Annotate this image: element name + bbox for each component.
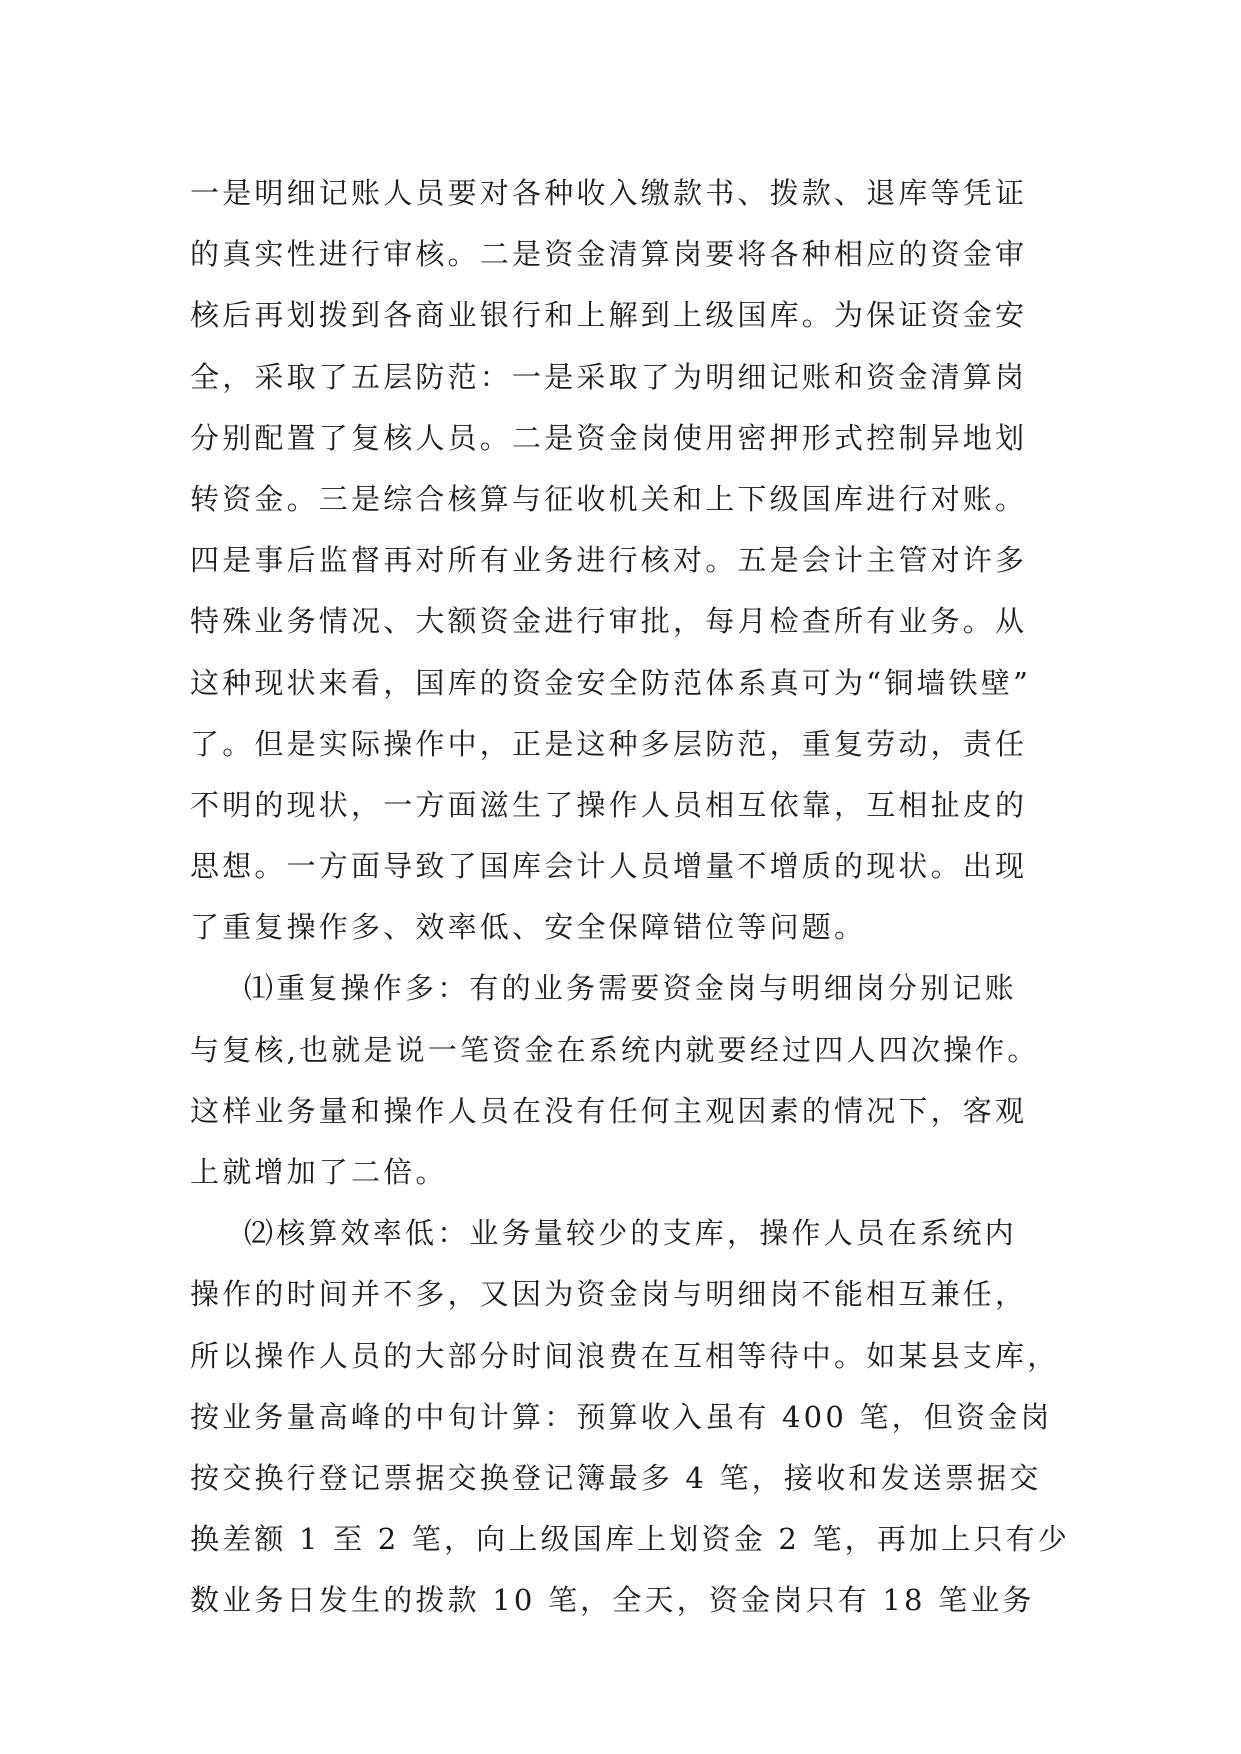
text-line: 操作的时间并不多，又因为资金岗与明细岗不能相互兼任， bbox=[190, 1277, 1028, 1312]
text-line: 与复核,也就是说一笔资金在系统内就要经过四人四次操作。 bbox=[190, 1032, 1040, 1067]
text-line: 上就增加了二倍。 bbox=[190, 1155, 448, 1189]
text-line: 思想。一方面导致了国库会计人员增量不增质的现状。出现 bbox=[190, 849, 1028, 884]
text-line: 按业务量高峰的中旬计算：预算收入虽有 400 笔，但资金岗 bbox=[190, 1399, 1053, 1434]
text-line: 不明的现状，一方面滋生了操作人员相互依靠，互相扯皮的 bbox=[190, 787, 1028, 822]
text-line: 四是事后监督再对所有业务进行核对。五是会计主管对许多 bbox=[190, 543, 1028, 578]
paragraph-first-line: ⑴重复操作多：有的业务需要资金岗与明细岗分别记账 bbox=[244, 971, 1017, 1006]
text-line: 一是明细记账人员要对各种收入缴款书、拨款、退库等凭证 bbox=[190, 176, 1028, 210]
text-line: 核后再划拨到各商业银行和上解到上级国库。为保证资金安 bbox=[190, 298, 1028, 333]
text-line: 的真实性进行审核。二是资金清算岗要将各种相应的资金审 bbox=[190, 237, 1028, 272]
paragraph-first-line: ⑵核算效率低：业务量较少的支库，操作人员在系统内 bbox=[244, 1216, 1017, 1251]
text-line: 所以操作人员的大部分时间浪费在互相等待中。如某县支库， bbox=[190, 1338, 1060, 1373]
text-line: 特殊业务情况、大额资金进行审批，每月检查所有业务。从 bbox=[190, 604, 1028, 639]
text-line: 转资金。三是综合核算与征收机关和上下级国库进行对账。 bbox=[190, 481, 1028, 516]
text-line: 换差额 1 至 2 笔，向上级国库上划资金 2 笔，再加上只有少 bbox=[190, 1522, 1071, 1557]
text-line: 这样业务量和操作人员在没有任何主观因素的情况下，客观 bbox=[190, 1093, 1028, 1128]
body-text bbox=[190, 163, 1070, 1632]
text-line: 全，采取了五层防范：一是采取了为明细记账和资金清算岗 bbox=[190, 359, 1028, 394]
text-line: 按交换行登记票据交换登记簿最多 4 笔，接收和发送票据交 bbox=[190, 1460, 1042, 1495]
text-line: 这种现状来看，国库的资金安全防范体系真可为“铜墙铁壁” bbox=[190, 665, 1032, 700]
text-line: 了。但是实际操作中，正是这种多层防范，重复劳动，责任 bbox=[190, 726, 1028, 761]
text-line: 分别配置了复核人员。二是资金岗使用密押形式控制异地划 bbox=[190, 420, 1028, 455]
text-line: 了重复操作多、效率低、安全保障错位等问题。 bbox=[190, 910, 867, 945]
text-line: 数业务日发生的拨款 10 笔，全天，资金岗只有 18 笔业务 bbox=[190, 1583, 1035, 1618]
